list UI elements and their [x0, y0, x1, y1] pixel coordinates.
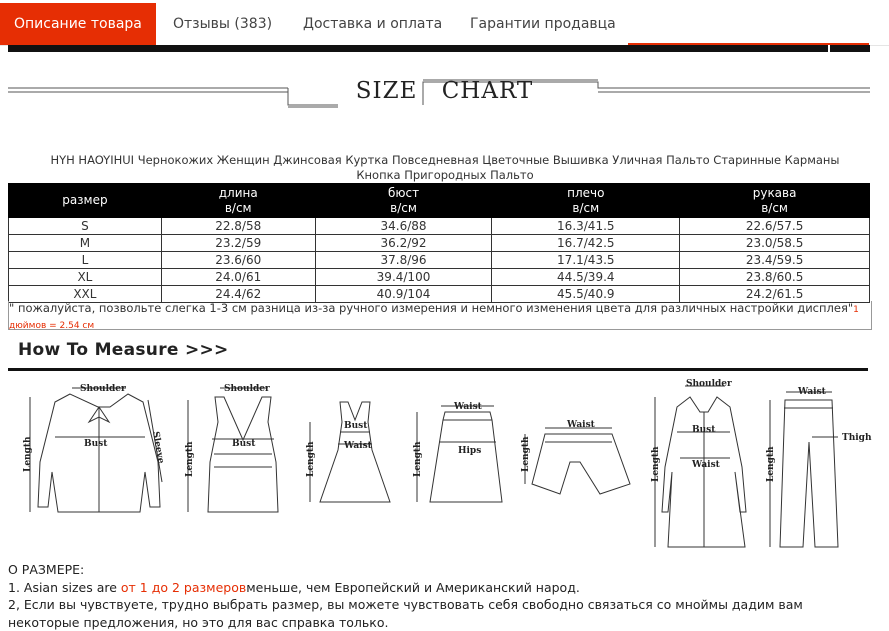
inch-conversion-note: 1 дюймов = 2.54 см — [9, 305, 859, 331]
dress-diagram — [306, 402, 390, 502]
svg-text:Length: Length — [521, 436, 531, 472]
table-cell: 45.5/40.9 — [492, 286, 680, 303]
table-row — [9, 269, 870, 286]
bust-label: Bust — [84, 439, 108, 449]
table-cell: 24.4/62 — [161, 286, 315, 303]
table-cell: 23.6/60 — [161, 252, 315, 269]
table-cell: XXL — [9, 286, 162, 303]
table-cell: XL — [9, 269, 162, 286]
tab-reviews[interactable]: Отзывы (383) — [173, 16, 273, 32]
about-size-heading: О РАЗМЕРЕ: — [8, 562, 85, 577]
length-label: Length — [23, 436, 33, 472]
about-size-section — [8, 561, 878, 631]
table-cell: 23.2/59 — [161, 235, 315, 252]
tab-seller-guarantee[interactable]: Гарантии продавца — [470, 16, 616, 32]
measurement-note — [8, 301, 872, 330]
table-cell: 24.0/61 — [161, 269, 315, 286]
product-title: HYH HAOYIHUI Чернокожих Женщин Джинсовая Куртка Повседневная Цветочные Вышивка Уличная Пальто Старинные Карманы Кнопка Пригородных Пальто — [50, 153, 840, 182]
col-header-length: длина в/см — [161, 184, 315, 218]
about-size-line-2: 2, Если вы чувствуете, трудно выбрать размер, вы можете чувствовать себя свободно связаться со мноймы дадим вам некоторые предложения, но это для вас справка только. — [8, 597, 803, 630]
svg-text:Bust: Bust — [344, 421, 368, 431]
blouse-diagram — [23, 384, 166, 512]
how-to-divider — [8, 368, 868, 371]
table-cell: 37.8/96 — [315, 252, 492, 269]
table-row — [9, 235, 870, 252]
chart-word: CHART — [441, 78, 534, 104]
table-cell: 23.4/59.5 — [680, 252, 870, 269]
size-word: SIZE — [355, 78, 418, 104]
svg-text:Hips: Hips — [458, 446, 482, 456]
svg-text:Shoulder: Shoulder — [686, 379, 732, 389]
top-diagram — [185, 384, 278, 512]
table-cell: 23.0/58.5 — [680, 235, 870, 252]
description-top-bar — [8, 45, 870, 52]
table-cell: 16.7/42.5 — [492, 235, 680, 252]
size-table — [8, 183, 870, 303]
table-row — [9, 286, 870, 303]
table-cell: 17.1/43.5 — [492, 252, 680, 269]
about-size-line-1: 1. Asian sizes are от 1 до 2 размеровменьше, чем Европейский и Американский народ. — [8, 579, 580, 595]
table-cell: 39.4/100 — [315, 269, 492, 286]
how-to-measure-diagrams — [0, 372, 889, 552]
note-text: " пожалуйста, позвольте слегка 1-3 см разница из-за ручного измерения и немного изменения цвета для различных настройки дисплея" — [9, 301, 854, 315]
svg-text:Length: Length — [651, 446, 661, 482]
table-cell: 22.6/57.5 — [680, 218, 870, 235]
svg-text:Waist: Waist — [692, 460, 720, 470]
table-cell: 23.8/60.5 — [680, 269, 870, 286]
tab-delivery[interactable]: Доставка и оплата — [303, 16, 443, 32]
table-cell: 40.9/104 — [315, 286, 492, 303]
shorts-diagram — [521, 420, 630, 494]
skirt-diagram — [413, 402, 502, 502]
svg-text:Waist: Waist — [798, 387, 826, 397]
svg-text:Length: Length — [185, 441, 195, 477]
table-cell: 34.6/88 — [315, 218, 492, 235]
svg-text:Length: Length — [413, 441, 423, 477]
svg-text:Waist: Waist — [454, 402, 482, 412]
table-cell: S — [9, 218, 162, 235]
table-cell: 24.2/61.5 — [680, 286, 870, 303]
shoulder-label: Shoulder — [80, 384, 126, 394]
table-cell: 22.8/58 — [161, 218, 315, 235]
svg-text:Thigh: Thigh — [842, 433, 872, 443]
svg-text:Length: Length — [766, 446, 776, 482]
table-cell: 36.2/92 — [315, 235, 492, 252]
size-chart-title — [0, 78, 889, 104]
svg-text:Bust: Bust — [232, 439, 256, 449]
svg-text:Length: Length — [306, 441, 316, 477]
col-header-shoulder: плечо в/см — [492, 184, 680, 218]
table-cell: L — [9, 252, 162, 269]
svg-text:Waist: Waist — [344, 441, 372, 451]
tab-description[interactable]: Описание товара — [0, 3, 156, 45]
table-cell: 16.3/41.5 — [492, 218, 680, 235]
table-row — [9, 252, 870, 269]
size-table-header — [9, 184, 870, 218]
col-header-size: размер — [9, 184, 162, 218]
svg-text:Shoulder: Shoulder — [224, 384, 270, 394]
table-row — [9, 218, 870, 235]
coat-diagram — [651, 379, 746, 547]
svg-text:Bust: Bust — [692, 425, 716, 435]
col-header-bust: бюст в/см — [315, 184, 492, 218]
table-cell: M — [9, 235, 162, 252]
svg-text:Waist: Waist — [567, 420, 595, 430]
table-cell: 44.5/39.4 — [492, 269, 680, 286]
sleeve-label: Sleeve — [150, 430, 166, 465]
product-tabs — [0, 0, 889, 46]
pants-diagram — [766, 387, 872, 547]
col-header-sleeve: рукава в/см — [680, 184, 870, 218]
how-to-measure-heading: How To Measure >>> — [18, 340, 229, 360]
